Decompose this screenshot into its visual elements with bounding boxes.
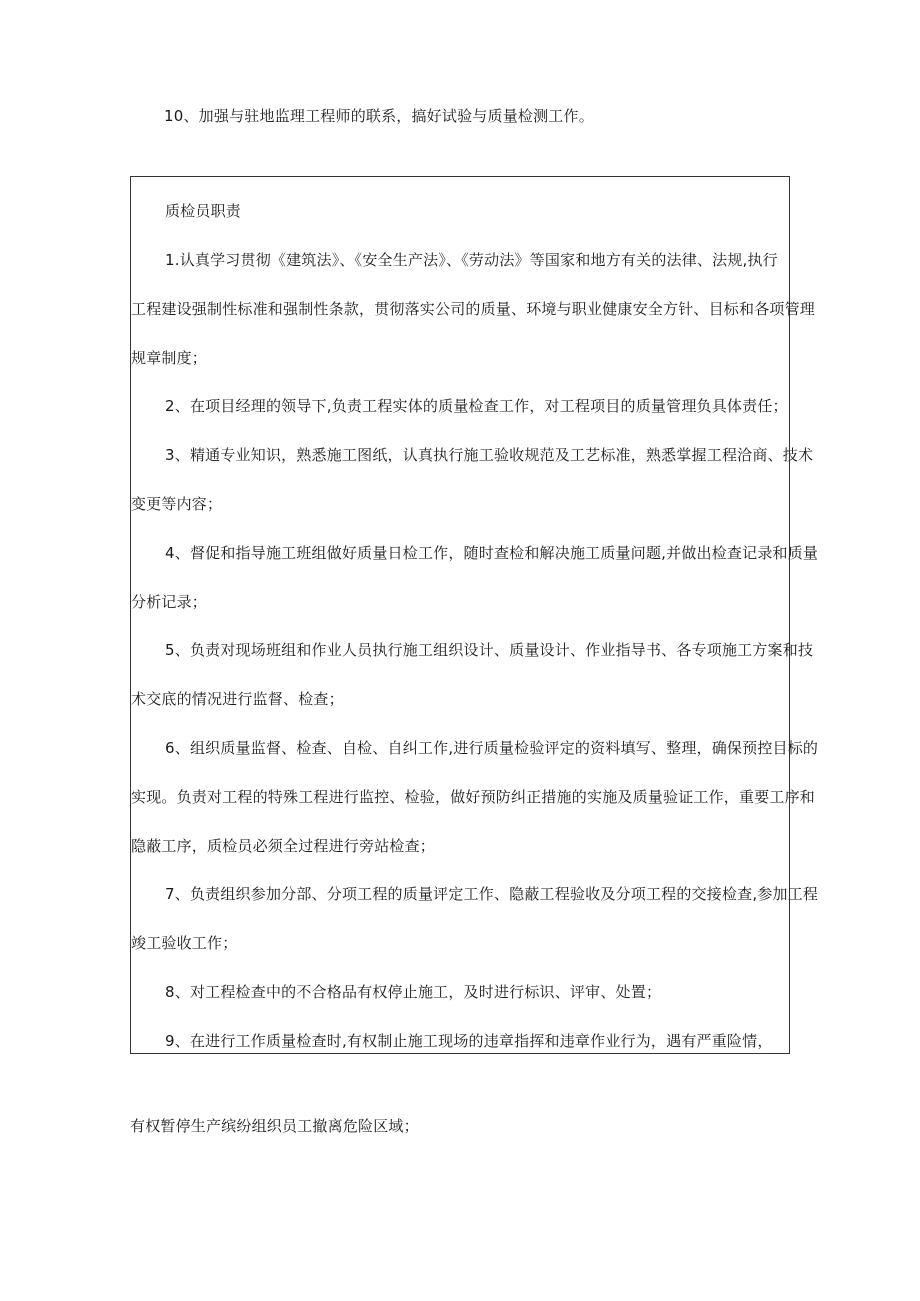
duty-line-2: 2、在项目经理的领导下,负责工程实体的质量检查工作，对工程项目的质量管理负具体责任；	[165, 397, 788, 415]
duty-line-8: 8、对工程检查中的不合格品有权停止施工，及时进行标识、评审、处置；	[165, 983, 662, 1001]
duty-line-7a: 7、负责组织参加分部、分项工程的质量评定工作、隐蔽工程验收及分项工程的交接检查,参加工程	[165, 885, 819, 903]
box-title: 质检员职责	[165, 202, 242, 220]
duty-line-1b: 工程建设强制性标准和强制性条款，贯彻落实公司的质量、环境与职业健康安全方针、目标和各项管理	[131, 300, 816, 318]
item-10-line: 10、加强与驻地监理工程师的联系，搞好试验与质量检测工作。	[164, 107, 594, 125]
duty-box	[130, 176, 819, 1054]
duty-line-7b: 竣工验收工作；	[131, 934, 238, 952]
duty-line-6a: 6、组织质量监督、检查、自检、自纠工作,进行质量检验评定的资料填写、整理，确保预控目标的	[165, 739, 819, 757]
duty-line-6b: 实现。负责对工程的特殊工程进行监控、检验，做好预防纠正措施的实施及质量验证工作，重要工序和	[131, 788, 816, 806]
duty-line-9: 9、在进行工作质量检查时,有权制止施工现场的违章指挥和违章作业行为，遇有严重险情，	[165, 1032, 773, 1050]
item-9-continuation: 有权暂停生产缤纷组织员工撤离危险区域；	[130, 1117, 419, 1135]
duty-line-3b: 变更等内容；	[131, 495, 223, 513]
duty-line-4a: 4、督促和指导施工班组做好质量日检工作，随时查检和解决施工质量问题,并做出检查记录和质量	[165, 544, 819, 562]
duty-line-5b: 术交底的情况进行监督、检查；	[131, 690, 344, 708]
duty-line-1a: 1.认真学习贯彻《建筑法》、《安全生产法》、《劳动法》等国家和地方有关的法律、法规,执行	[165, 251, 778, 269]
duty-line-3a: 3、精通专业知识，熟悉施工图纸，认真执行施工验收规范及工艺标准，熟悉掌握工程洽商、技术	[165, 446, 814, 464]
duty-line-1c: 规章制度；	[131, 349, 208, 367]
duty-line-6c: 隐蔽工序，质检员必须全过程进行旁站检查；	[131, 837, 436, 855]
duty-line-4b: 分析记录；	[131, 593, 208, 611]
duty-line-5a: 5、负责对现场班组和作业人员执行施工组织设计、质量设计、作业指导书、各专项施工方案和技	[165, 641, 814, 659]
